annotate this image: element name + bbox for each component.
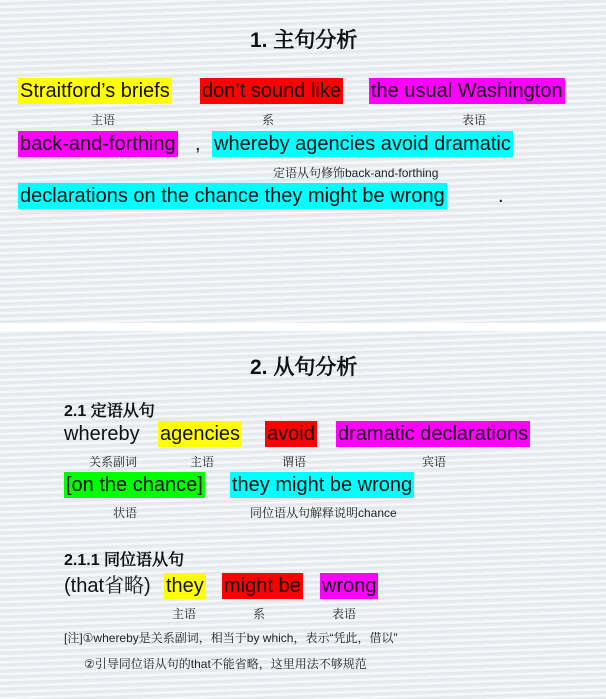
note-2: ②引导同位语从句的that不能省略，这里用法不够规范: [84, 657, 367, 671]
label-attributive-clause: 定语从句修饰back-and-forthing: [273, 166, 439, 180]
appositive-subject: they: [166, 575, 204, 597]
label-relative-adverb: 关系副词: [89, 455, 138, 469]
label-appositive-clause: 同位语从句解释说明chance: [250, 506, 397, 520]
label-clause-verb: 谓语: [282, 455, 307, 469]
label-clause-subject: 主语: [190, 455, 215, 469]
relative-adverb: whereby: [64, 423, 140, 445]
attributive-clause-continued: declarations on the chance they might be wrong: [20, 185, 445, 207]
label-adverbial: 状语: [113, 506, 138, 520]
clause-verb: avoid: [267, 423, 315, 445]
appositive-object: wrong: [322, 575, 377, 597]
label-appositive-subject: 主语: [172, 607, 197, 621]
label-appositive-verb: 系: [253, 607, 266, 621]
subsection-appositive-heading: 2.1.1 同位语从句: [64, 552, 185, 569]
omitted-that: (that省略): [64, 575, 151, 597]
label-verb: 系: [262, 113, 275, 127]
clause-adverbial: [on the chance]: [66, 474, 203, 496]
main-verb: don’t sound like: [202, 80, 341, 102]
main-clause-panel: [0, 0, 606, 323]
comma: ,: [195, 133, 201, 155]
appositive-verb: might be: [224, 575, 301, 597]
subclause-panel: [0, 331, 606, 699]
clause-object: dramatic declarations: [338, 423, 529, 445]
label-clause-object: 宾语: [422, 455, 447, 469]
label-object: 表语: [462, 113, 487, 127]
label-appositive-object: 表语: [332, 607, 357, 621]
note-1: [注]①whereby是关系副词，相当于by which，表示“凭此，借以”: [64, 631, 398, 645]
section1-title: 1. 主句分析: [250, 29, 358, 52]
subsection-attributive-heading: 2.1 定语从句: [64, 403, 155, 420]
appositive-clause: they might be wrong: [232, 474, 413, 496]
period: .: [498, 185, 504, 207]
main-object: the usual Washington: [371, 80, 563, 102]
attributive-clause: whereby agencies avoid dramatic: [214, 133, 511, 155]
label-subject: 主语: [91, 113, 116, 127]
main-object-continued: back-and-forthing: [20, 133, 176, 155]
main-subject: Straitford’s briefs: [20, 80, 170, 102]
section2-title: 2. 从句分析: [250, 356, 358, 379]
clause-subject: agencies: [160, 423, 241, 445]
